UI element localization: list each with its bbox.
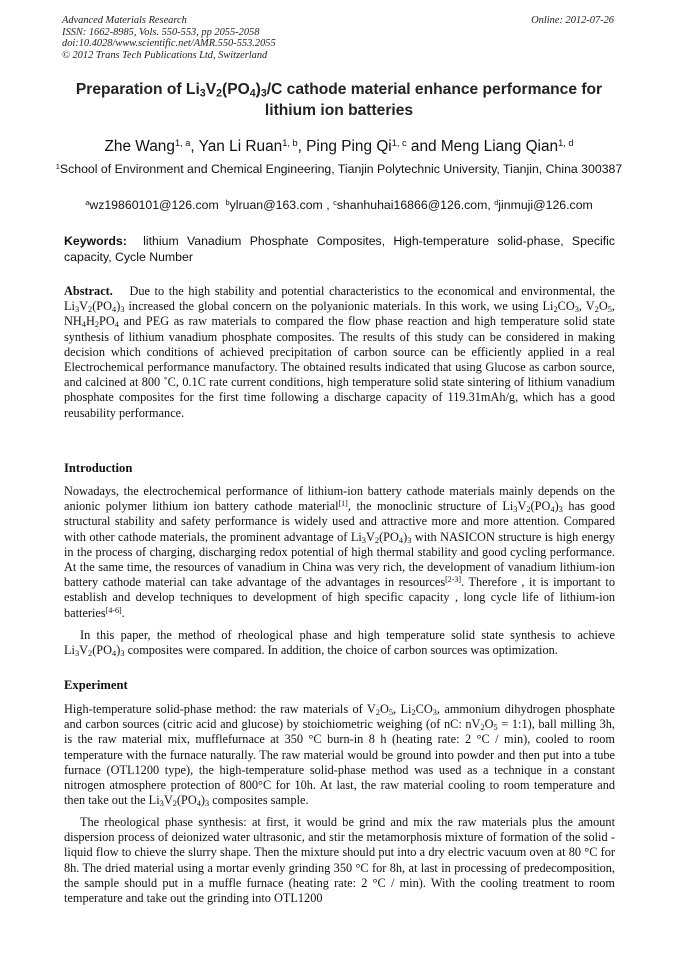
online-date: Online: 2012-07-26	[531, 15, 614, 26]
issn-line: ISSN: 1662-8985, Vols. 550-553, pp 2055-2058	[62, 26, 260, 38]
affiliation: $^1$School of Environment and Chemical Engineering, Tianjin Polytechnic University, Tianjin, China 300387	[55, 161, 623, 176]
paper-title: Preparation of $Li_3V_2(PO_4)_3/C$ cathode material enhance performance for lithium ion batteries	[75, 81, 603, 119]
author-name: Meng Liang Qian	[440, 138, 559, 155]
journal-name: Advanced Materials Research	[62, 15, 187, 26]
abstract: Abstract. Due to the high stability and potential characteristics to the economical and environmental, the $Li_3V_2(PO_4)_3$ increased the global concern on the polyanionic materials. In this work, we using $Li_2CO_3$, $V_2O_5$, $NH_4H_2PO_4$ and PEG as raw materials to compared the flow phase reaction and high temperature solid state synthesis of lithium vanadium phosphate composites. The results of this study can be considered in making decision which conditions of achieved precipitation of carbon source can be efficiently applied in a real Electrochemical performance manufactory. The obtained results indicated that using Glucose as carbon source, and calcined at 800 ˚C, 0.1C rate current conditions, high temperature solid state sintering of lithium vanadium phosphate composites for the first time following a discharge capacity of 119.31mAh/g, which has a good reusability performance.	[64, 284, 615, 420]
doi-line: doi:10.4028/www.scientific.net/AMR.550-553.2055	[62, 38, 276, 49]
introduction-paragraph-2: In this paper, the method of rheological phase and high temperature solid state synthesis to achieve $Li_3V_2(PO_4)_3$ composites were compared. In addition, the choice of carbon sources was optimization.	[64, 628, 615, 659]
keywords: Keywords: lithium Vanadium Phosphate Composites, High-temperature solid-phase, Specific capacity, Cycle Number	[64, 234, 615, 264]
copyright-line: © 2012 Trans Tech Publications Ltd, Switzerland	[62, 49, 268, 61]
experiment-paragraph-1: High-temperature solid-phase method: the raw materials of $V_2O_5$, $Li_2CO_3$, ammonium dihydrogen phosphate and carbon sources (citric acid and glucose) by stoichiometric weighing (of nC: $nV_2O_5$ = 1:1), ball milling 3h, is the raw material mix, mufflefurnace at 350 °C burn-in 8 h (heating rate: 2 °C / min), cooled to room temperature with the furnace naturally. The raw material would be ground into powder and then put into a tube furnace (OTL1200 type), the high-temperature solid-phase method was used as a technique in a constant nitrogen atmosphere protection of 800°C for 10h. At last, the raw material cooling to room temperature and then take out the $Li_3V_2(PO_4)_3$ composites sample.	[64, 702, 616, 809]
introduction-heading: Introduction	[64, 461, 133, 475]
introduction-paragraph-1: Nowadays, the electrochemical performance of lithium-ion battery cathode materials mainly depends on the anionic polymer lithium ion battery cathode material[1], the monoclinic structure of $Li_3V_2(PO_4)_3$ has good structural stability and safety performance is widely used and attractive more and more attention. Compared with other cathode materials, the prominent advantage of $Li_3V_2(PO_4)_3$ with NASICON structure is high energy in the process of charging, discharging redox potential of high thermal stability and good cycling performance. At the same time, the resources of vanadium in China was very rich, the development of vanadium lithium-ion battery cathode material can take advantage of the advantages in resources[2-3]. Therefore , it is important to establish and develop techniques to development of high specific capacity , long cycle life of lithium-ion batteries[4-6].	[64, 484, 615, 620]
author-emails: $^a$wz19860101@126.com $^b$ylruan@163.com , $^c$shanhuhai16866@126.com, $^d$jinmuji@126.com	[85, 197, 593, 212]
experiment-heading: Experiment	[64, 678, 128, 692]
author-list: Zhe Wang$^{1, a}$, Yan Li Ruan$^{1, b}$, Ping Ping Qi$^{1, c}$ and Meng Liang Qian$^{1, d}$	[104, 137, 574, 155]
experiment-paragraph-2: The rheological phase synthesis: at first, it would be grind and mix the raw materials plus the amount dispersion process of deionized water ultrasonic, and stir the metamorphosis mixture of formation of the solid - liquid flow to chieve the slurry shape. Then the mixture should put into a dry electric vacuum oven at 80 °C for 8h. The dried material using a mortar evenly grinding 350 °C for 8h, at last in processing of predecomposition, the sample should put in a muffle furnace (heating rate: 2 °C / min). With the cooling treatment to room temperature and take out the grinding into OTL1200	[64, 815, 615, 906]
author-name: Ping Ping Qi	[306, 138, 392, 155]
author-name: Zhe Wang	[104, 138, 175, 155]
author-name: Yan Li Ruan	[198, 138, 283, 155]
journal-header	[62, 15, 442, 61]
